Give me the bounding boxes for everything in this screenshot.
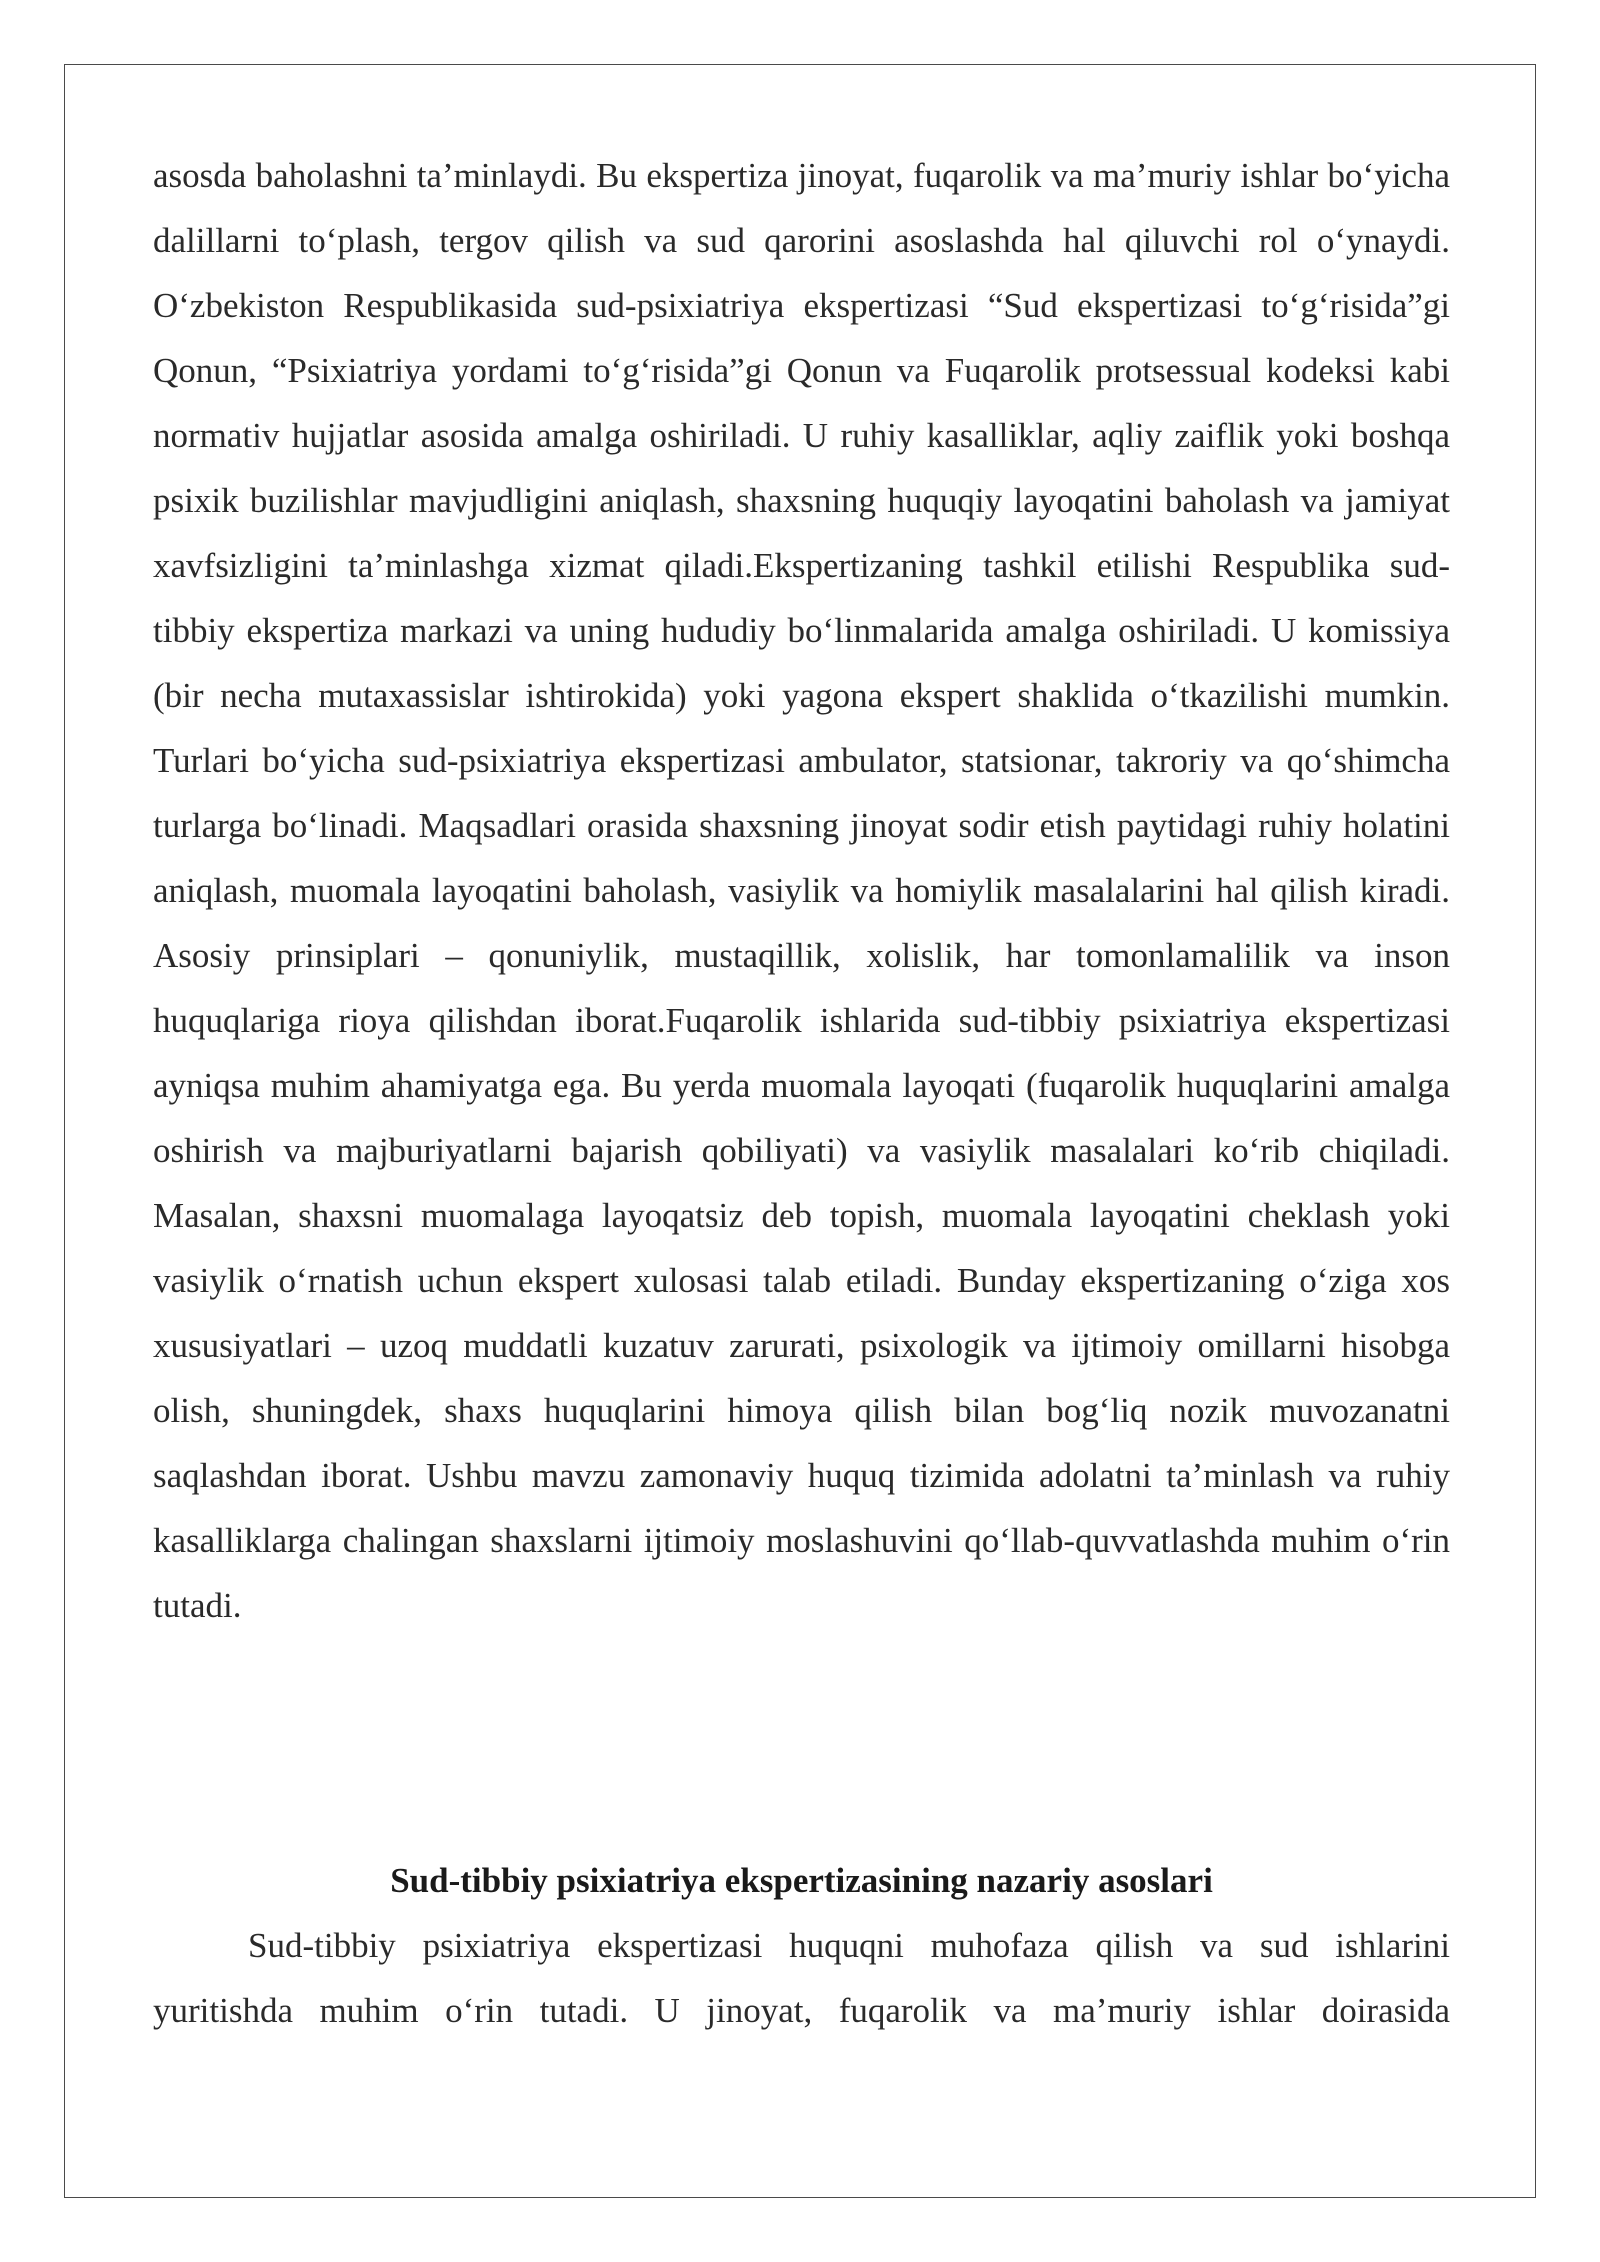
document-body [153, 143, 1450, 2043]
body-paragraph: asosda baholashni ta’minlaydi. Bu ekspertiza jinoyat, fuqarolik va ma’muriy ishlar bo‘yicha dalillarni to‘plash, tergov qilish va sud qarorini asoslashda hal qiluvchi rol o‘ynaydi. O‘zbekiston Respublikasida sud-psixiatriya ekspertizasi “Sud ekspertizasi to‘g‘risida”gi Qonun, “Psixiatriya yordami to‘g‘risida”gi Qonun va Fuqarolik protsessual kodeksi kabi normativ hujjatlar asosida amalga oshiriladi. U ruhiy kasalliklar, aqliy zaiflik yoki boshqa psixik buzilishlar mavjudligini aniqlash, shaxsning huquqiy layoqatini baholash va jamiyat xavfsizligini ta’minlashga xizmat qiladi.Ekspertizaning tashkil etilishi Respublika sud-tibbiy ekspertiza markazi va uning hududiy bo‘linmalarida amalga oshiriladi. U komissiya (bir necha mutaxassislar ishtirokida) yoki yagona ekspert shaklida o‘tkazilishi mumkin. Turlari bo‘yicha sud-psixiatriya ekspertizasi ambulator, statsionar, takroriy va qo‘shimcha turlarga bo‘linadi. Maqsadlari orasida shaxsning jinoyat sodir etish paytidagi ruhiy holatini aniqlash, muomala layoqatini baholash, vasiylik va homiylik masalalarini hal qilish kiradi. Asosiy prinsiplari – qonuniylik, mustaqillik, xolislik, har tomonlamalilik va inson huquqlariga rioya qilishdan iborat.Fuqarolik ishlarida sud-tibbiy psixiatriya ekspertizasi ayniqsa muhim ahamiyatga ega. Bu yerda muomala layoqati (fuqarolik huquqlarini amalga oshirish va majburiyatlarni bajarish qobiliyati) va vasiylik masalalari ko‘rib chiqiladi. Masalan, shaxsni muomalaga layoqatsiz deb topish, muomala layoqatini cheklash yoki vasiylik o‘rnatish uchun ekspert xulosasi talab etiladi. Bunday ekspertizaning o‘ziga xos xususiyatlari – uzoq muddatli kuzatuv zarurati, psixologik va ijtimoiy omillarni hisobga olish, shuningdek, shaxs huquqlarini himoya qilish bilan bog‘liq nozik muvozanatni saqlashdan iborat. Ushbu mavzu zamonaviy huquq tizimida adolatni ta’minlash va ruhiy kasalliklarga chalingan shaxslarni ijtimoiy moslashuvini qo‘llab-quvvatlashda muhim o‘rin tutadi. [153, 156, 1450, 1625]
section-spacer [153, 1638, 1450, 1848]
section-paragraph: Sud-tibbiy psixiatriya ekspertizasi huquqni muhofaza qilish va sud ishlarini yuritishda muhim o‘rin tutadi. U jinoyat, fuqarolik va ma’muriy ishlar doirasida [153, 1926, 1450, 2030]
section-heading: Sud-tibbiy psixiatriya ekspertizasining nazariy asoslari [390, 1861, 1213, 1900]
